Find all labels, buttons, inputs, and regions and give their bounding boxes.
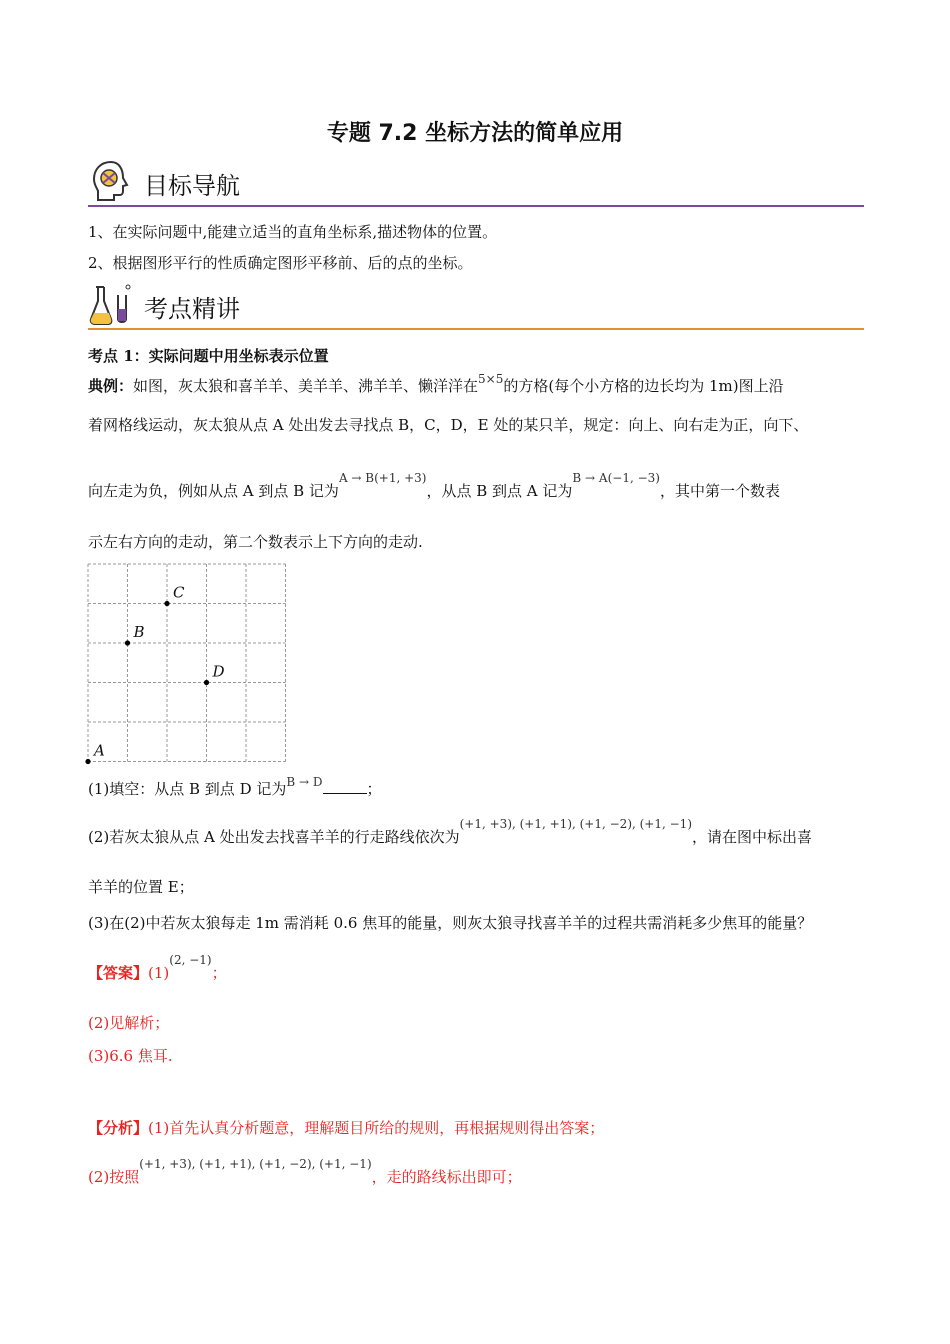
question-1-math: B → D [286,775,323,789]
analysis-1 [88,1117,868,1139]
example-line-4: 示左右方向的走动，第二个数表示上下方向的走动. [88,533,423,551]
example-math-5x5: 5×5 [478,372,504,386]
answer-2: (2)见解析； [88,1014,170,1032]
answer-3: (3)6.6 焦耳. [88,1047,173,1065]
question-1-end: ； [366,780,382,798]
example-math-ba: B → A(−1, −3) [572,471,660,485]
example-text-3c: ，其中第一个数表 [659,482,780,500]
example-line-2: 着网格线运动，灰太狼从点 A 处出发去寻找点 B，C，D，E 处的某只羊，规定：向上、向右走为正，向下、 [88,416,809,434]
section-rule-goals [88,205,864,207]
example-text-3a: 向左走为负，例如从点 A 到点 B 记为 [88,482,339,500]
question-1-blank[interactable] [323,779,367,794]
answer-1-num: (1) [148,964,170,982]
grid-point-label-B: B [133,623,145,641]
section-rule-points [88,328,864,330]
grid-point-label-A: A [94,741,105,760]
grid-point-C [164,601,169,606]
kaodian-label: 考点 1：实际问题中用坐标表示位置 [88,347,329,365]
goal-item-2: 2、根据图形平行的性质确定图形平移前、后的点的坐标。 [88,254,473,272]
analysis-2-end: ，走的路线标出即可； [371,1168,522,1186]
example-text-1b: 的方格(每个小方格的边长均为 1m)图上沿 [503,377,784,395]
analysis-2-math: (+1, +3), (+1, +1), (+1, −2), (+1, −1) [139,1157,372,1171]
section-header-points [88,281,864,329]
section-heading-points: 考点精讲 [144,295,240,323]
example-line-1 [88,372,868,398]
page-title: 专题 7.2 坐标方法的简单应用 [326,121,624,146]
lab-flask-icon [88,281,134,327]
head-brain-icon [88,158,134,204]
grid-point-label-D: D [212,662,225,681]
grid-point-A [85,759,90,764]
analysis-1-text: (1)首先认真分析题意，理解题目所给的规则，再根据规则得出答案； [148,1119,605,1137]
grid-figure [80,556,295,768]
section-heading-goals: 目标导航 [144,172,240,200]
grid-point-B [125,640,130,645]
goal-item-1: 1、在实际问题中,能建立适当的直角坐标系,描述物体的位置。 [88,223,498,241]
section-header-goals [88,158,864,206]
question-2 [88,817,868,849]
example-text-1a: 如图，灰太狼和喜羊羊、美羊羊、沸羊羊、懒洋洋在 [133,377,479,395]
question-2-end: ，请在图中标出喜 [692,828,813,846]
answer-1-math: (2, −1) [169,953,212,967]
analysis-2-text: (2)按照 [88,1168,140,1186]
example-label: 典例： [88,377,134,395]
analysis-label: 【分析】 [88,1119,149,1137]
question-1-text: (1)填空：从点 B 到点 D 记为 [88,780,287,798]
example-text-3b: ，从点 B 到点 A 记为 [426,482,573,500]
grid-point-D [204,680,209,685]
analysis-2 [88,1157,868,1189]
question-2-cont: 羊羊的位置 E； [88,878,194,896]
grid-point-label-C: C [173,583,185,602]
question-3: (3)在(2)中若灰太狼每走 1m 需消耗 0.6 焦耳的能量，则灰太狼寻找喜羊羊的过程共需消耗多少焦耳的能量？ [88,914,813,932]
question-2-math: (+1, +3), (+1, +1), (+1, −2), (+1, −1) [459,817,692,831]
answer-label: 【答案】 [88,964,149,982]
answer-1 [88,953,868,985]
question-2-text: (2)若灰太狼从点 A 处出发去找喜羊羊的行走路线依次为 [88,828,460,846]
answer-1-end: ； [211,964,227,982]
example-math-ab: A → B(+1, +3) [338,471,427,485]
question-1 [88,775,868,801]
